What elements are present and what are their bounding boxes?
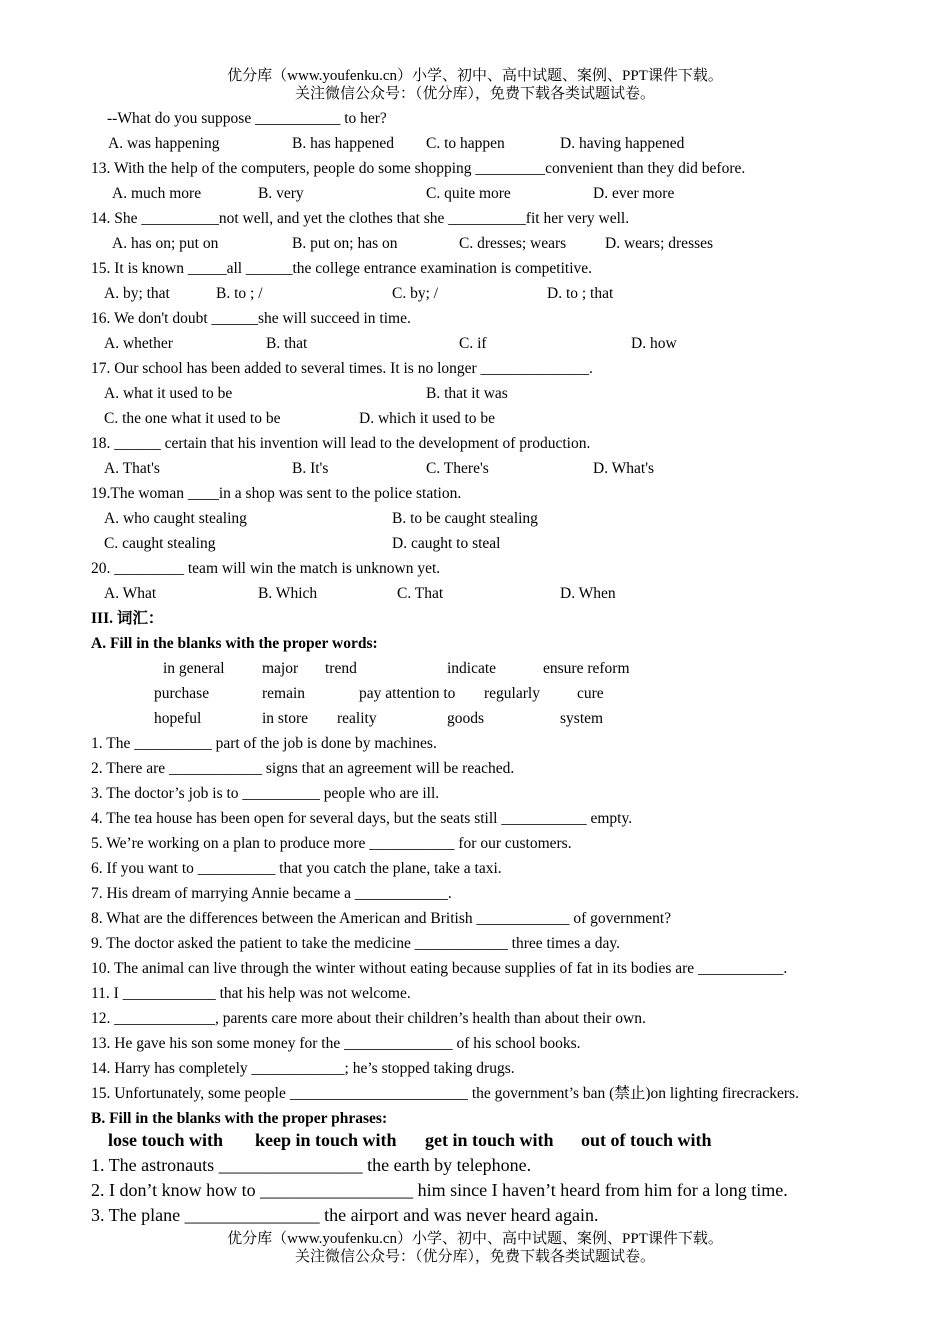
- q19-options-row1: [0, 509, 950, 529]
- q14-stem: 14. She __________not well, and yet the clothes that she __________fit her very well.: [91, 210, 630, 227]
- part-a-sentence: 4. The tea house has been open for several days, but the seats still ___________ empty.: [91, 810, 633, 827]
- q17-options-row2: [0, 409, 950, 429]
- word: cure: [577, 685, 604, 702]
- q18-option-c: C. There's: [426, 460, 489, 477]
- phrase: keep in touch with: [255, 1130, 397, 1150]
- word: indicate: [447, 660, 497, 677]
- part-a-sentence: 7. His dream of marrying Annie became a ____________.: [91, 885, 452, 902]
- q17-option-c: C. the one what it used to be: [104, 410, 281, 427]
- q19-option-a: A. who caught stealing: [104, 510, 247, 527]
- part-a-sentence: 8. What are the differences between the American and British ____________ of government?: [91, 910, 672, 927]
- part-a-sentence: 9. The doctor asked the patient to take the medicine ____________ three times a day.: [91, 935, 620, 952]
- q13-option-b: B. very: [258, 185, 304, 202]
- part-b-sentence: 2. I don’t know how to _________________ him since I haven’t heard from him for a long time.: [91, 1180, 788, 1200]
- q15-option-c: C. by; /: [392, 285, 439, 302]
- word: ensure reform: [543, 660, 630, 677]
- header-line-1: 优分库（www.youfenku.cn）小学、初中、高中试题、案例、PPT课件下载。: [227, 68, 723, 84]
- part-a-sentence: 13. He gave his son some money for the ______________ of his school books.: [91, 1035, 581, 1052]
- q16-options: [0, 334, 950, 354]
- q16-stem: 16. We don't doubt ______she will succeed in time.: [91, 310, 411, 327]
- phrase: get in touch with: [425, 1130, 554, 1150]
- q14-option-d: D. wears; dresses: [605, 235, 714, 252]
- q14-option-c: C. dresses; wears: [459, 235, 567, 252]
- q16-option-b: B. that: [266, 335, 308, 352]
- q16-option-a: A. whether: [104, 335, 173, 352]
- word: regularly: [484, 685, 540, 702]
- part-a-sentence: 3. The doctor’s job is to __________ people who are ill.: [91, 785, 440, 802]
- q20-options: [0, 584, 950, 604]
- word: in store: [262, 710, 309, 727]
- part-a-sentence: 5. We’re working on a plan to produce more ___________ for our customers.: [91, 835, 572, 852]
- part-a-sentence: 1. The __________ part of the job is done by machines.: [91, 735, 437, 752]
- phrase: lose touch with: [108, 1130, 224, 1150]
- q18-option-a: A. That's: [104, 460, 160, 477]
- word-row-3: [0, 709, 950, 729]
- part-b-sentence: 3. The plane _______________ the airport and was never heard again.: [91, 1205, 599, 1225]
- q20-option-b: B. Which: [258, 585, 318, 602]
- q12-options: [0, 134, 950, 154]
- q16-option-c: C. if: [459, 335, 487, 352]
- part-a-sentence: 6. If you want to __________ that you catch the plane, take a taxi.: [91, 860, 502, 877]
- q12-option-c: C. to happen: [426, 135, 505, 152]
- footer-line-2: 关注微信公众号：（优分库），免费下载各类试题试卷。: [294, 1249, 655, 1265]
- word: reality: [337, 710, 377, 727]
- header-line-2: 关注微信公众号：（优分库），免费下载各类试题试卷。: [294, 86, 655, 102]
- q19-options-row2: [0, 534, 950, 554]
- q12-option-b: B. has happened: [292, 135, 395, 152]
- q17-option-b: B. that it was: [426, 385, 508, 402]
- word: in general: [163, 660, 225, 677]
- q20-option-c: C. That: [397, 585, 444, 602]
- q13-options: [0, 184, 950, 204]
- word: major: [262, 660, 299, 677]
- q13-option-d: D. ever more: [593, 185, 675, 202]
- q18-stem: 18. ______ certain that his invention will lead to the development of production.: [91, 435, 591, 452]
- part-a-title: A. Fill in the blanks with the proper words:: [91, 635, 378, 652]
- q17-options-row1: [0, 384, 950, 404]
- word: purchase: [154, 685, 210, 702]
- q15-option-b: B. to ; /: [216, 285, 263, 302]
- q17-option-d: D. which it used to be: [359, 410, 496, 427]
- word: goods: [447, 710, 485, 727]
- word: pay attention to: [359, 685, 456, 702]
- part-a-sentence: 2. There are ____________ signs that an agreement will be reached.: [91, 760, 515, 777]
- q13-option-a: A. much more: [112, 185, 202, 202]
- part-a-sentence: 14. Harry has completely ____________; he’s stopped taking drugs.: [91, 1060, 515, 1077]
- part-a-sentence: 10. The animal can live through the winter without eating because supplies of fat in its bodies are ___________.: [91, 960, 788, 977]
- q18-option-b: B. It's: [292, 460, 329, 477]
- q18-options: [0, 459, 950, 479]
- q13-option-c: C. quite more: [426, 185, 511, 202]
- q19-option-b: B. to be caught stealing: [392, 510, 538, 527]
- word: trend: [325, 660, 357, 677]
- phrase: out of touch with: [581, 1130, 712, 1150]
- word: system: [560, 710, 604, 727]
- q14-options: [0, 234, 950, 254]
- word: remain: [262, 685, 306, 702]
- q16-option-d: D. how: [631, 335, 677, 352]
- part-b-sentence: 1. The astronauts ________________ the earth by telephone.: [91, 1155, 532, 1175]
- q15-options: [0, 284, 950, 304]
- part-a-sentence: 12. _____________, parents care more about their children’s health than about their own.: [91, 1010, 646, 1027]
- q19-stem: 19.The woman ____in a shop was sent to the police station.: [91, 485, 462, 502]
- word: hopeful: [154, 710, 202, 727]
- q14-option-b: B. put on; has on: [292, 235, 398, 252]
- part-b-title: B. Fill in the blanks with the proper phrases:: [91, 1110, 388, 1127]
- q12-option-a: A. was happening: [108, 135, 220, 152]
- q12-stem: --What do you suppose ___________ to her?: [107, 110, 387, 127]
- section-3-title: III. 词汇：: [91, 610, 164, 627]
- part-a-sentence: 15. Unfortunately, some people _______________________ the government’s ban (禁止)on lighting firecrackers.: [91, 1085, 799, 1102]
- q18-option-d: D. What's: [593, 460, 655, 477]
- q20-stem: 20. _________ team will win the match is unknown yet.: [91, 560, 441, 577]
- part-a-sentence: 11. I ____________ that his help was not welcome.: [91, 985, 411, 1002]
- q20-option-a: A. What: [104, 585, 157, 602]
- q14-option-a: A. has on; put on: [112, 235, 219, 252]
- q13-stem: 13. With the help of the computers, people do some shopping _________convenient than they did before.: [91, 160, 746, 177]
- q15-option-d: D. to ; that: [547, 285, 614, 302]
- q15-stem: 15. It is known _____all ______the college entrance examination is competitive.: [91, 260, 593, 277]
- footer-line-1: 优分库（www.youfenku.cn）小学、初中、高中试题、案例、PPT课件下载。: [227, 1231, 723, 1247]
- q15-option-a: A. by; that: [104, 285, 170, 302]
- q12-option-d: D. having happened: [560, 135, 685, 152]
- q20-option-d: D. When: [560, 585, 616, 602]
- word-row-2: [0, 684, 950, 704]
- q17-option-a: A. what it used to be: [104, 385, 233, 402]
- q19-option-d: D. caught to steal: [392, 535, 501, 552]
- word-row-1: [0, 659, 950, 679]
- q17-stem: 17. Our school has been added to several times. It is no longer ______________.: [91, 360, 593, 377]
- q19-option-c: C. caught stealing: [104, 535, 216, 552]
